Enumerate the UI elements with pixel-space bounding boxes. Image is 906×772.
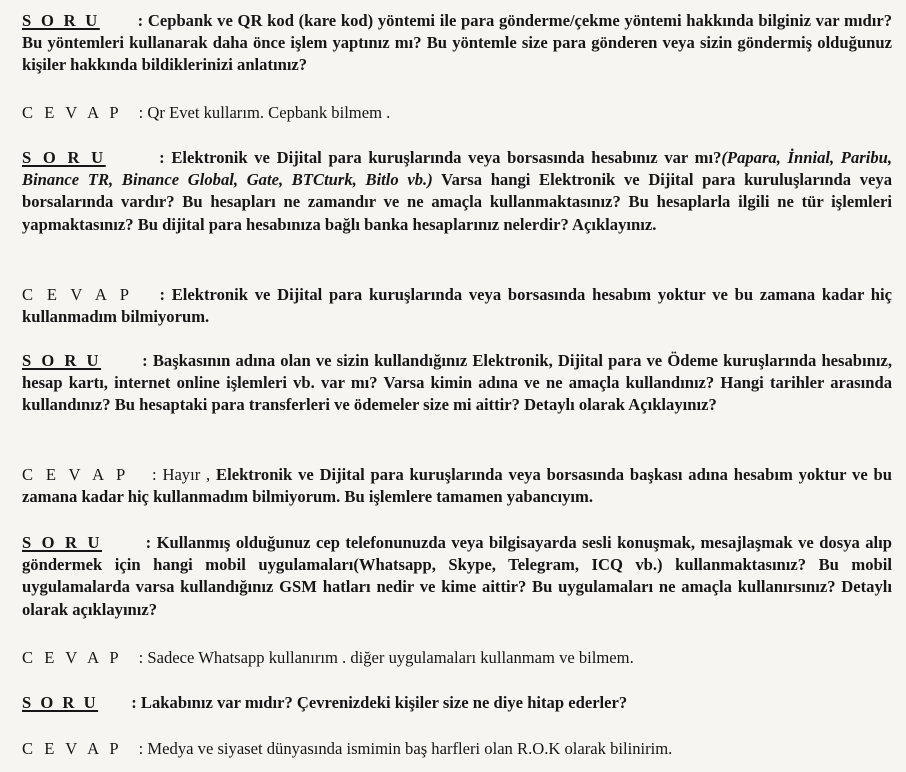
question-examples: (Papara, İnnial, Paribu, Binance TR, Binance Global, Gate, BTCturk, Bitlo vb.): [22, 148, 892, 190]
answer-label: C E V A P: [22, 648, 123, 667]
question-text-cont: Varsa hangi Elektronik ve Dijital para kuruluşlarında veya borsalarında vardır? Bu hesapları ne zamandır ve ne amaçla kullanmaktasınız? Bu hesaplarla ilgili ne tür işlemleri yapmaktasınız? Bu dijital para hesabınıza bağlı banka hesaplarınız nelerdir? Açıklayınız.: [22, 170, 892, 234]
question-label: S O R U: [22, 148, 106, 167]
answer-label: C E V A P: [22, 285, 133, 304]
answer-text: : Sadece Whatsapp kullanırım . diğer uygulamaları kullanmam ve bilmem.: [138, 648, 634, 667]
answer-label: C E V A P: [22, 739, 123, 758]
question-label: S O R U: [22, 11, 100, 30]
question-block-2: [22, 147, 892, 236]
answer-block-4: [22, 647, 892, 669]
answer-block-1: [22, 102, 892, 124]
question-text: : Cepbank ve QR kod (kare kod) yöntemi ile para gönderme/çekme yöntemi hakkında bilginiz var mıdır? Bu yöntemleri kullanarak daha önce işlem yaptınız mı? Bu yöntemle size para gönderen veya sizin göndermiş olduğunuz kişiler hakkında bildiklerinizi anlatınız?: [22, 11, 892, 75]
answer-text: : Medya ve siyaset dünyasında ismimin baş harfleri olan R.O.K olarak bilinirim.: [138, 739, 673, 758]
question-text: : Lakabınız var mıdır? Çevrenizdeki kişiler size ne diye hitap ederler?: [131, 693, 628, 712]
answer-text: Elektronik ve Dijital para kuruşlarında veya borsasında başkası adına hesabım yoktur ve bu zamana kadar hiç kullanmadım bilmiyorum. Bu işlemlere tamamen yabancıyım.: [22, 465, 892, 507]
answer-text: : Elektronik ve Dijital para kuruşlarında veya borsasında hesabım yoktur ve bu zamana kadar hiç kullanmadım bilmiyorum.: [22, 285, 892, 327]
answer-text: : Qr Evet kullarım. Cepbank bilmem .: [138, 103, 391, 122]
question-label: S O R U: [22, 693, 99, 712]
answer-block-2: [22, 284, 892, 328]
answer-label: C E V A P: [22, 465, 129, 484]
question-text: : Başkasının adına olan ve sizin kullandığınız Elektronik, Dijital para ve Ödeme kuruşlarında hesabınız, hesap kartı, internet online işlemleri vb. var mı? Varsa kimin adına ve ne amaçla kullandınız? Hangi tarihler arasında kullandınız? Bu hesaptaki para transferleri ve ödemeler size mi aittir? Detaylı olarak Açıklayınız?: [22, 351, 892, 415]
answer-block-5: [22, 738, 892, 760]
answer-text-plain: : Hayır ,: [152, 465, 211, 484]
question-label: S O R U: [22, 533, 102, 552]
answer-label: C E V A P: [22, 103, 123, 122]
question-text: : Kullanmış olduğunuz cep telefonunuzda veya bilgisayarda sesli konuşmak, mesajlaşmak ve dosya alıp göndermek için hangi mobil uygulamaları(Whatsapp, Skype, Telegram, ICQ vb.) kullanmaktasınız? Bu mobil uygulamalarda varsa kullandığınız GSM hatları nedir ve kime aittir? Bu uygulamaları ne amaçla kullanırsınız? Detaylı olarak açıklayınız?: [22, 533, 892, 619]
question-block-1: [22, 10, 892, 77]
question-block-4: [22, 532, 892, 621]
answer-block-3: [22, 464, 892, 508]
question-text: : Elektronik ve Dijital para kuruşlarında veya borsasında hesabınız var mı?: [159, 148, 722, 167]
question-label: S O R U: [22, 351, 102, 370]
question-block-5: [22, 692, 892, 714]
question-block-3: [22, 350, 892, 417]
